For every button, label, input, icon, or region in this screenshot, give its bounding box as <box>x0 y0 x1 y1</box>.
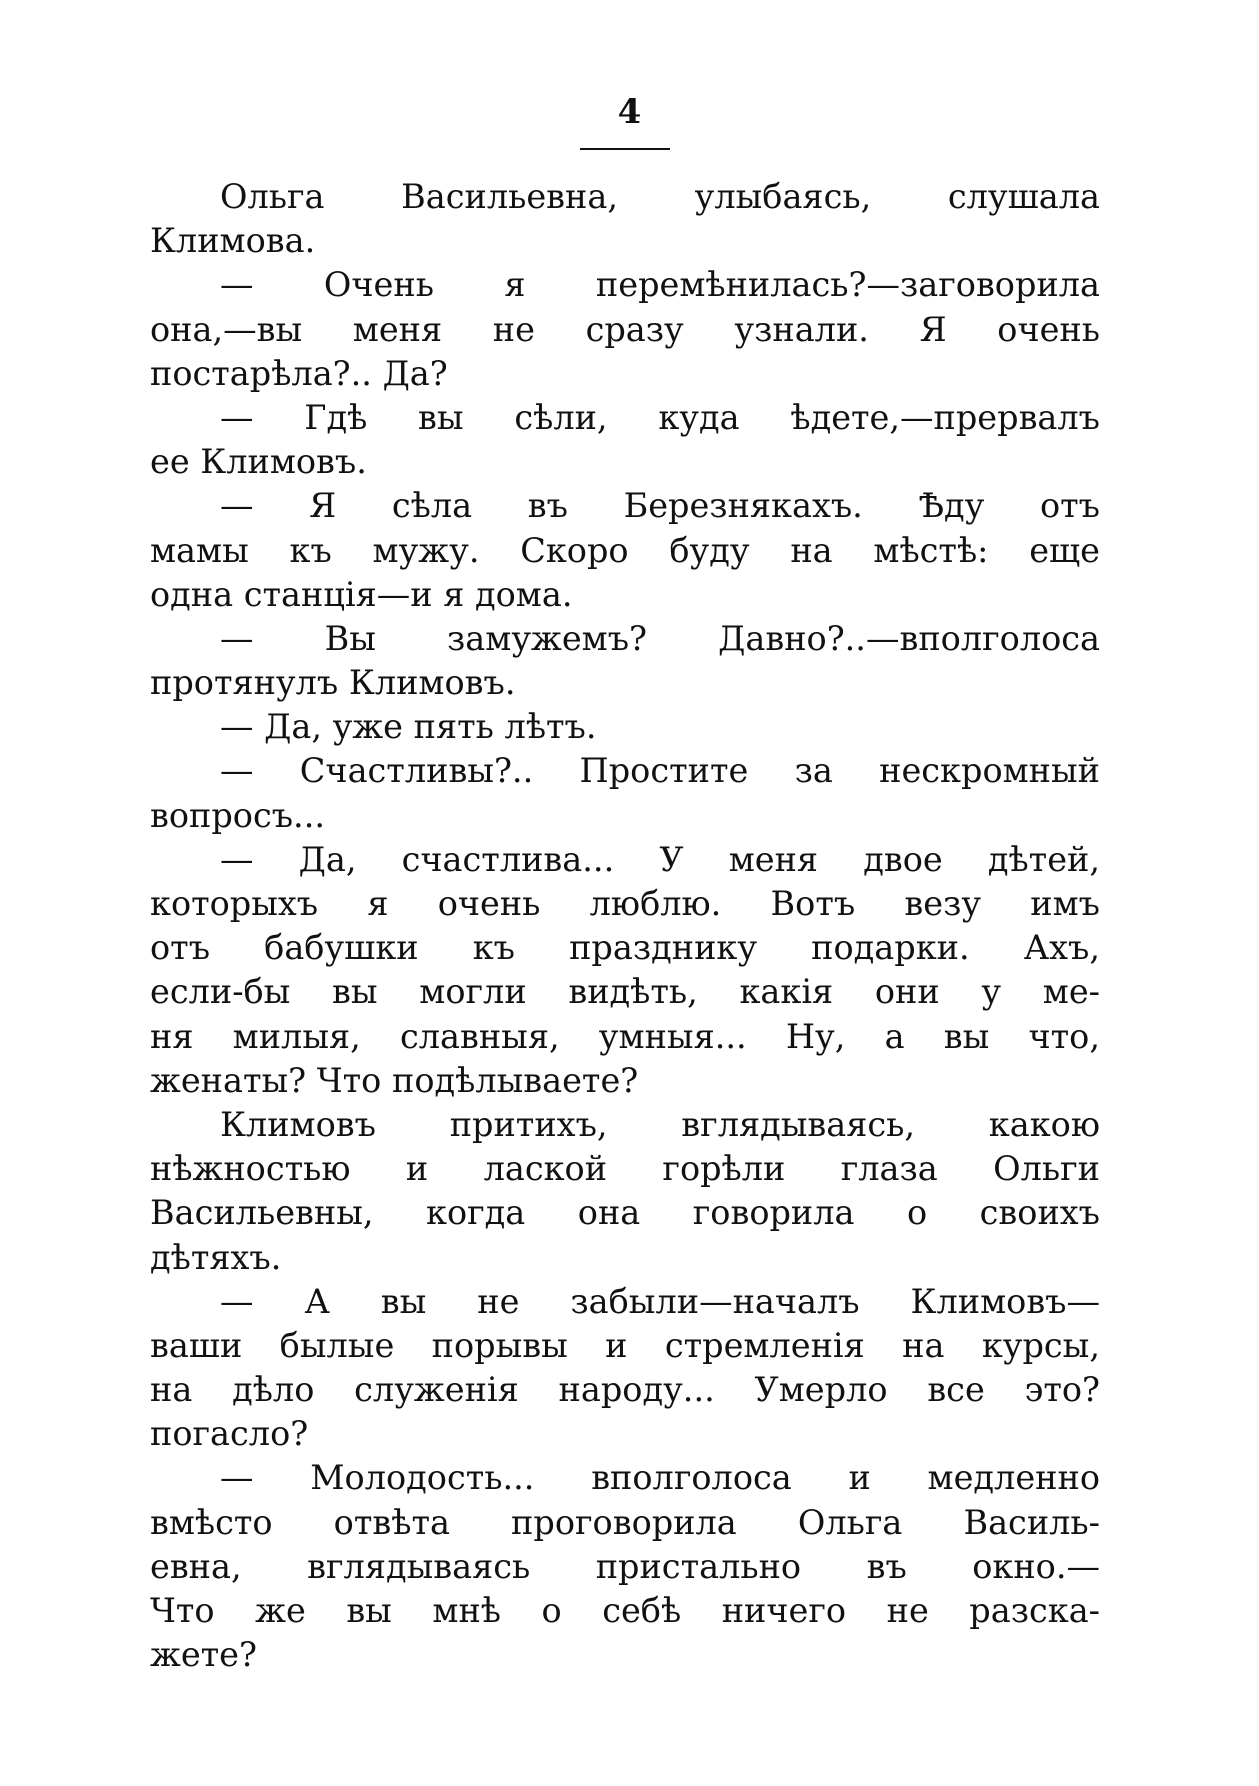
text-line: Васильевны, когда она говорила о своихъ <box>150 1193 1100 1233</box>
page-number: 4 <box>617 92 642 132</box>
text-line: — Очень я перемѣнилась?—заговорила <box>220 265 1100 305</box>
text-line: протянулъ Климовъ. <box>150 663 516 703</box>
text-line: которыхъ я очень люблю. Вотъ везу имъ <box>150 884 1100 923</box>
text-line: — А вы не забыли—началъ Климовъ— <box>220 1281 1100 1321</box>
text-line: одна станція—и я дома. <box>150 574 573 614</box>
text-line: евна, вглядываясь пристально въ окно.— <box>150 1546 1100 1586</box>
text-line: — Да, уже пять лѣтъ. <box>220 707 597 747</box>
text-line: жете? <box>150 1635 257 1675</box>
page-number-rule <box>580 148 670 150</box>
text-line: женаты? Что подѣлываете? <box>150 1060 639 1100</box>
text-line: — Счастливы?.. Простите за нескромный <box>220 751 1100 791</box>
text-line: — Гдѣ вы сѣли, куда ѣдете,—прервалъ <box>220 397 1100 437</box>
text-line: постарѣла?.. Да? <box>150 353 448 393</box>
text-line: вмѣсто отвѣта проговорила Ольга Василь- <box>150 1502 1100 1542</box>
text-line: если-бы вы могли видѣть, какія они у ме- <box>150 972 1100 1012</box>
text-line: Климовъ притихъ, вглядываясь, какою <box>220 1104 1100 1144</box>
text-line: отъ бабушки къ празднику подарки. Ахъ, <box>150 928 1100 968</box>
text-line: нѣжностью и лаской горѣли глаза Ольги <box>150 1149 1100 1189</box>
text-line: мамы къ мужу. Скоро буду на мѣстѣ: еще <box>150 530 1100 570</box>
text-line: она,—вы меня не сразу узнали. Я очень <box>150 309 1100 349</box>
text-line: Что же вы мнѣ о себѣ ничего не разска- <box>150 1591 1100 1630</box>
text-line: ня милыя, славныя, умныя... Ну, а вы что, <box>150 1016 1100 1056</box>
text-line: на дѣло служенія народу... Умерло все это? <box>150 1370 1100 1410</box>
text-line: — Да, счастлива... У меня двое дѣтей, <box>220 839 1100 879</box>
text-line: — Вы замужемъ? Давно?..—вполголоса <box>220 618 1100 658</box>
text-line: Ольга Васильевна, улыбаясь, слушала <box>220 177 1100 216</box>
text-line: дѣтяхъ. <box>150 1237 282 1277</box>
body-text <box>150 175 1100 1677</box>
text-line: ее Климовъ. <box>150 442 367 482</box>
text-line: ваши былые порывы и стремленія на курсы, <box>150 1325 1100 1365</box>
text-line: Климова. <box>150 221 316 261</box>
text-line: вопросъ... <box>150 795 325 835</box>
text-line: погасло? <box>150 1414 309 1454</box>
text-line: — Молодость... вполголоса и медленно <box>220 1458 1100 1498</box>
text-line: — Я сѣла въ Березнякахъ. Ѣду отъ <box>220 486 1100 526</box>
